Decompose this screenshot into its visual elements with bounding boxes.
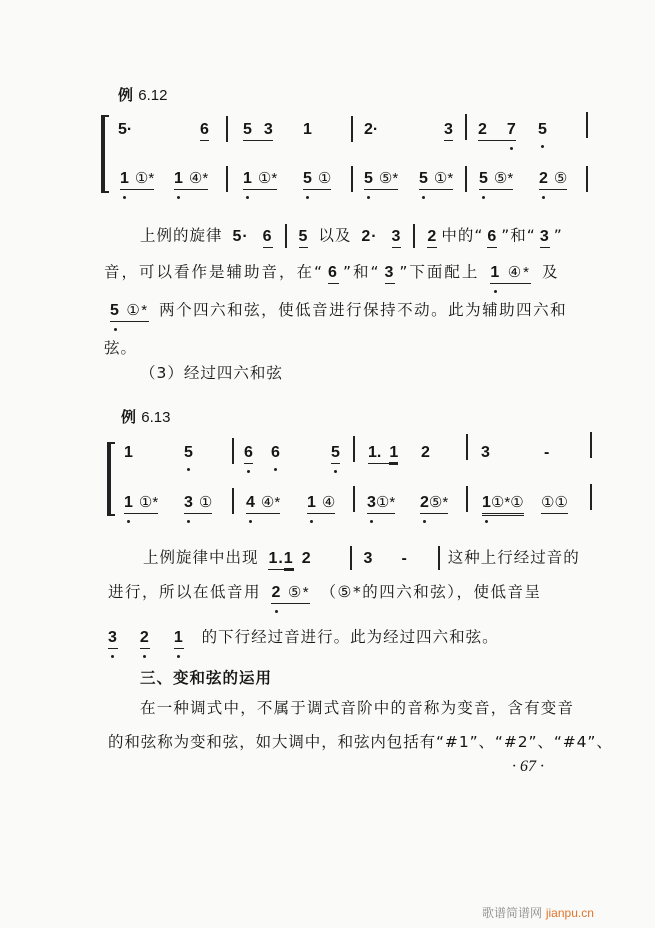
text: ”和“ xyxy=(342,263,381,281)
text-line xyxy=(104,262,559,284)
text: 中的“ xyxy=(441,226,484,245)
chord-symbol: ①① xyxy=(541,494,568,511)
note-wrap xyxy=(538,121,547,139)
chord-symbol: ① xyxy=(317,170,332,187)
note: 1 xyxy=(173,629,184,646)
bass-note: 4 xyxy=(246,494,255,511)
bar-line xyxy=(353,486,355,512)
bar-line xyxy=(351,116,353,142)
bar-line xyxy=(590,484,592,510)
chord-group xyxy=(303,170,331,190)
chord-group xyxy=(174,170,208,190)
chord-group xyxy=(364,170,398,190)
chord-symbol: ①* xyxy=(375,494,396,511)
chord-group xyxy=(124,494,158,514)
chord-group xyxy=(271,584,310,604)
example-number: 6.12 xyxy=(138,87,168,104)
chord-symbol: ①*① xyxy=(490,494,524,511)
chord-symbol: ⑤ xyxy=(553,170,568,187)
note: 2 xyxy=(421,444,430,461)
chord-symbol: ④* xyxy=(507,264,532,281)
text-line: 的和弦称为变和弦，如大调中，和弦内包括有“#1”、“#2”、“#4”、 xyxy=(108,733,613,751)
text-line: 在一种调式中，不属于调式音阶中的音称为变音，含有变音 xyxy=(140,699,575,717)
chord-group xyxy=(120,170,154,190)
note: 1. xyxy=(368,444,382,461)
text: 音，可以看作是辅助音，在“ xyxy=(104,263,325,281)
chord-symbol: ①* xyxy=(257,170,278,187)
text-line xyxy=(140,224,563,248)
note: 1 xyxy=(284,550,294,571)
text: ”和“ xyxy=(501,226,536,245)
chord-symbol: ⑤* xyxy=(378,170,399,187)
bass-note: 2 xyxy=(420,494,429,511)
section-heading: 三、变和弦的运用 xyxy=(140,669,273,687)
bass-note: 2 xyxy=(271,584,282,601)
note-wrap xyxy=(271,444,280,462)
note: 2 xyxy=(139,629,150,646)
note: 6 xyxy=(328,264,339,284)
chord-group xyxy=(307,494,335,514)
bass-note: 3 xyxy=(184,494,193,511)
text: ” xyxy=(553,226,563,245)
note-group xyxy=(368,444,398,464)
chord-symbol: ①* xyxy=(126,302,149,319)
bar-line xyxy=(232,438,234,464)
bass-note: 1 xyxy=(243,170,252,187)
chord-symbol: ①* xyxy=(138,494,159,511)
note-wrap xyxy=(108,629,118,649)
note: 6 xyxy=(271,444,280,461)
chord-symbol: ① xyxy=(198,494,213,511)
bar-line xyxy=(438,546,440,570)
bar-line xyxy=(226,166,228,192)
watermark-text: 歌谱简谱网 xyxy=(482,906,543,920)
note: 6 xyxy=(200,121,209,141)
note: 5· xyxy=(118,121,133,138)
chord-group xyxy=(243,170,277,190)
note: 1. xyxy=(268,549,284,567)
bar-line xyxy=(586,112,588,138)
note: 5 xyxy=(538,121,547,138)
chord-symbol: ④* xyxy=(188,170,209,187)
watermark-url: jianpu.cn xyxy=(545,906,594,920)
chord-group xyxy=(110,302,149,322)
note-wrap xyxy=(140,629,150,649)
note: 2 xyxy=(478,121,487,138)
text-line: 弦。 xyxy=(104,339,138,357)
text: 的下行经过音进行。此为经过四六和弦。 xyxy=(201,628,499,646)
note: 6 xyxy=(244,444,253,461)
text: 进行，所以在低音用 xyxy=(108,583,262,601)
bar-line xyxy=(465,166,467,192)
note: 3 xyxy=(263,121,273,138)
note: 5 xyxy=(299,228,309,248)
text-line xyxy=(110,300,567,322)
example-label-6-12 xyxy=(118,84,167,105)
text: ”下面配上 xyxy=(399,263,480,281)
note: 3 xyxy=(108,629,118,646)
note: 2 xyxy=(301,549,312,567)
bar-line xyxy=(285,224,287,248)
note: 1 xyxy=(389,444,398,465)
note: 2· xyxy=(364,121,379,138)
chord-group xyxy=(490,264,531,284)
example-number: 6.13 xyxy=(141,409,171,426)
note-group xyxy=(478,121,516,141)
chord-group xyxy=(541,494,568,514)
page-number: · 67 · xyxy=(512,758,544,775)
note: 1 xyxy=(124,444,133,461)
bar-line xyxy=(465,114,467,140)
bass-note: 5 xyxy=(110,302,121,319)
text: 以及 xyxy=(318,226,352,245)
bar-line xyxy=(226,116,228,142)
bar-line xyxy=(586,166,588,192)
text-line xyxy=(143,546,580,570)
note: 3 xyxy=(481,444,490,461)
staff-bracket xyxy=(101,115,109,193)
staff-bracket xyxy=(107,442,115,516)
chord-group xyxy=(539,170,567,190)
note: 5 xyxy=(184,444,193,461)
chord-symbol: ①* xyxy=(433,170,454,187)
note: 5 xyxy=(243,121,252,138)
chord-symbol: ④* xyxy=(260,494,281,511)
note: 6 xyxy=(263,228,273,248)
note: 3 xyxy=(540,228,550,248)
note-wrap xyxy=(174,629,184,649)
note-group xyxy=(243,121,273,141)
chord-group xyxy=(482,494,524,516)
bass-note: 5 xyxy=(419,170,428,187)
bass-note: 5 xyxy=(364,170,373,187)
chord-group xyxy=(420,494,448,514)
note: 3 xyxy=(392,228,402,248)
note: 3 xyxy=(363,549,374,567)
chord-symbol: ⑤* xyxy=(493,170,514,187)
note-wrap xyxy=(331,444,340,464)
watermark xyxy=(482,904,594,921)
example-prefix: 例 xyxy=(118,86,134,104)
note: 5 xyxy=(331,444,340,461)
bass-note: 1 xyxy=(174,170,183,187)
note-group xyxy=(268,550,293,570)
chord-group xyxy=(419,170,453,190)
bass-note: 5 xyxy=(303,170,312,187)
bass-note: 1 xyxy=(120,170,129,187)
bar-line xyxy=(466,434,468,460)
bass-note: 3 xyxy=(367,494,376,511)
chord-symbol: ④ xyxy=(321,494,336,511)
section-heading: （3）经过四六和弦 xyxy=(140,364,283,382)
bass-note: 1 xyxy=(482,494,491,511)
text: 上例的旋律 xyxy=(140,226,223,245)
text-line xyxy=(108,582,541,604)
example-label-6-13 xyxy=(121,406,170,427)
bar-line xyxy=(350,546,352,570)
note: 7 xyxy=(506,121,516,138)
text: 这种上行经过音的 xyxy=(447,548,580,567)
note: 3 xyxy=(444,121,453,141)
bass-note: 5 xyxy=(479,170,488,187)
bass-note: 2 xyxy=(539,170,548,187)
chord-symbol: ①* xyxy=(134,170,155,187)
text: 两个四六和弦，使低音进行保持不动。此为辅助四六和 xyxy=(159,301,568,319)
note: 3 xyxy=(385,264,396,284)
example-prefix: 例 xyxy=(121,408,137,426)
bar-line xyxy=(466,486,468,512)
note-wrap xyxy=(184,444,193,462)
bass-note: 1 xyxy=(124,494,133,511)
note-wrap xyxy=(244,444,253,464)
chord-group xyxy=(479,170,513,190)
text: 及 xyxy=(541,263,560,281)
chord-group xyxy=(184,494,212,514)
text: （⑤*的四六和弦），使低音呈 xyxy=(320,583,542,601)
note: 5· xyxy=(232,227,249,245)
bar-line xyxy=(353,436,355,462)
note: 2· xyxy=(361,227,378,245)
bass-note: 1 xyxy=(490,264,502,281)
text: 上例旋律中出现 xyxy=(143,548,259,567)
dash: - xyxy=(544,444,550,461)
bar-line xyxy=(351,166,353,192)
bar-line xyxy=(590,432,592,458)
bar-line xyxy=(232,488,234,514)
bass-note: 1 xyxy=(307,494,316,511)
bar-line xyxy=(413,224,415,248)
note: 1 xyxy=(303,121,312,138)
note: 2 xyxy=(427,228,437,248)
chord-symbol: ⑤* xyxy=(428,494,449,511)
chord-group xyxy=(367,494,395,514)
chord-symbol: ⑤* xyxy=(287,584,311,601)
note: 6 xyxy=(487,228,497,248)
dash: - xyxy=(401,549,408,567)
text-line xyxy=(108,627,499,649)
chord-group xyxy=(246,494,280,514)
